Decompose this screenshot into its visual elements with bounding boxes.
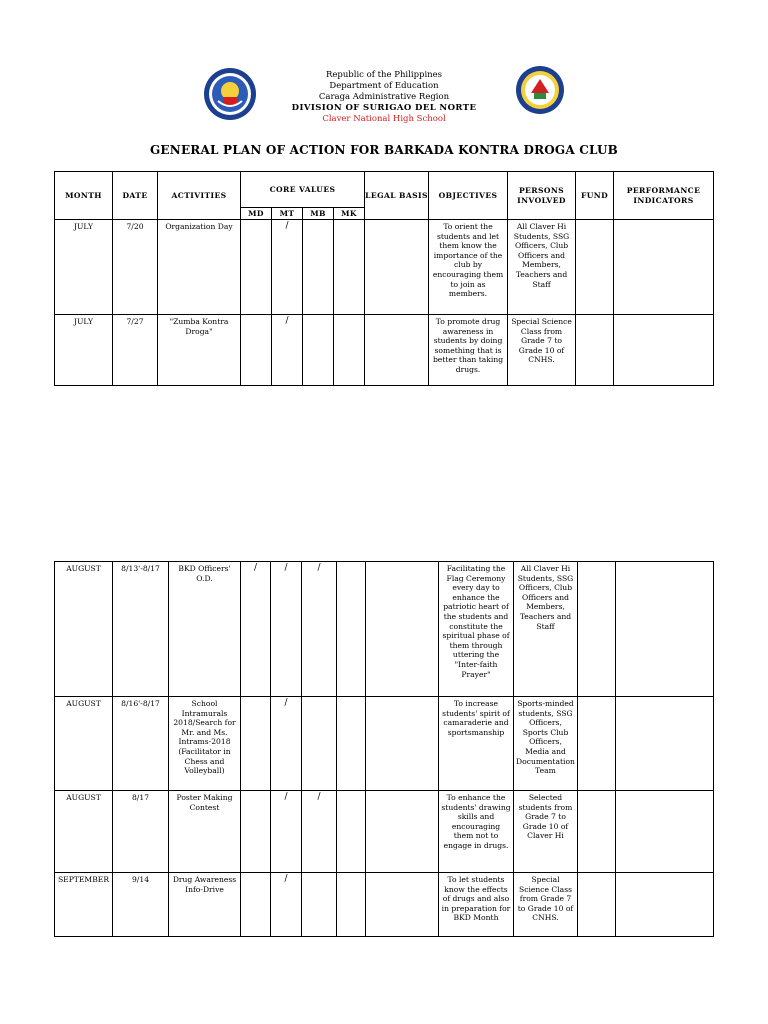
plan-table-2 — [54, 561, 714, 937]
table-row — [55, 562, 714, 697]
header-md: MD — [241, 208, 272, 220]
letterhead — [230, 70, 538, 125]
cell-mt: / — [271, 697, 302, 791]
cell-mb — [303, 315, 334, 386]
cell-md — [241, 220, 272, 315]
cell-fund — [578, 562, 616, 697]
letterhead-department: Department of Education — [329, 81, 439, 91]
cell-mt: / — [272, 220, 303, 315]
table-row — [55, 220, 714, 315]
cell-mt: / — [271, 791, 302, 873]
cell-legal — [366, 697, 439, 791]
cell-objective: To enhance the students' drawing skills and encouraging them not to engage in drugs. — [439, 791, 514, 873]
cell-mk — [337, 562, 366, 697]
letterhead-division: DIVISION OF SURIGAO DEL NORTE — [291, 103, 477, 113]
cell-md: / — [241, 562, 271, 697]
cell-date: 7/20 — [113, 220, 158, 315]
header-mb: MB — [303, 208, 334, 220]
cell-legal — [366, 873, 439, 937]
cell-objective: Facilitating the Flag Ceremony every day to enhance the patriotic heart of the students and constitute the spiritual phase of them through uttering the "Inter-faith Prayer" — [439, 562, 514, 697]
cell-activity: Drug Awareness Info-Drive — [169, 873, 241, 937]
cell-persons: Selected students from Grade 7 to Grade 10 of Claver Hi — [514, 791, 578, 873]
cell-date: 8/17 — [113, 791, 169, 873]
cell-activity: Organization Day — [158, 220, 241, 315]
cell-month: AUGUST — [55, 562, 113, 697]
cell-date: 7/27 — [113, 315, 158, 386]
letterhead-republic: Republic of the Philippines — [325, 70, 443, 80]
cell-mk — [337, 873, 366, 937]
table-row — [55, 315, 714, 386]
cell-activity: BKD Officers' O.D. — [169, 562, 241, 697]
cell-indicators — [616, 697, 714, 791]
table-row — [55, 873, 714, 937]
cell-mb: / — [302, 562, 337, 697]
cell-mt: / — [271, 562, 302, 697]
header-objectives: OBJECTIVES — [429, 172, 508, 220]
cell-mk — [337, 791, 366, 873]
cell-fund — [578, 697, 616, 791]
cell-fund — [578, 873, 616, 937]
cell-persons: Special Science Class from Grade 7 to Grade 10 of CNHS. — [508, 315, 576, 386]
cell-md — [241, 873, 271, 937]
cell-date: 8/13'-8/17 — [113, 562, 169, 697]
cell-indicators — [616, 873, 714, 937]
header-date: DATE — [113, 172, 158, 220]
header-performance-indicators: PERFORMANCE INDICATORS — [614, 172, 714, 220]
header-mk: MK — [334, 208, 365, 220]
cell-mb — [302, 873, 337, 937]
cell-date: 8/16'-8/17 — [113, 697, 169, 791]
cell-month: JULY — [55, 315, 113, 386]
cell-fund — [576, 315, 614, 386]
cell-persons: All Claver Hi Students, SSG Officers, Club Officers and Members, Teachers and Staff — [508, 220, 576, 315]
cell-objective: To promote drug awareness in students by doing something that is better than taking drugs. — [429, 315, 508, 386]
cell-objective: To orient the students and let them know the importance of the club by encouraging them to join as members. — [429, 220, 508, 315]
cell-month: JULY — [55, 220, 113, 315]
cell-date: 9/14 — [113, 873, 169, 937]
cell-legal — [365, 315, 429, 386]
cell-indicators — [616, 791, 714, 873]
cell-mb — [303, 220, 334, 315]
cell-mk — [334, 315, 365, 386]
header-month: MONTH — [55, 172, 113, 220]
table-row — [55, 697, 714, 791]
cell-indicators — [614, 315, 714, 386]
header-core-values: CORE VALUES — [241, 172, 365, 208]
cell-activity: "Zumba Kontra Droga" — [158, 315, 241, 386]
plan-table-1 — [54, 171, 714, 386]
cell-fund — [576, 220, 614, 315]
header-mt: MT — [272, 208, 303, 220]
letterhead-region: Caraga Administrative Region — [318, 92, 450, 102]
cell-objective: To increase students' spirit of camaraderie and sportsmanship — [439, 697, 514, 791]
cell-persons: Sports-minded students, SSG Officers, Sports Club Officers, Media and Documentation Team — [514, 697, 578, 791]
cell-objective: To let students know the effects of drugs and also in preparation for BKD Month — [439, 873, 514, 937]
cell-indicators — [616, 562, 714, 697]
cell-mt: / — [272, 315, 303, 386]
cell-persons: Special Science Class from Grade 7 to Grade 10 of CNHS. — [514, 873, 578, 937]
cell-activity: School Intramurals 2018/Search for Mr. and Ms. Intrams-2018 (Facilitator in Chess and Volleyball) — [169, 697, 241, 791]
cell-md — [241, 315, 272, 386]
cell-md — [241, 697, 271, 791]
cell-fund — [578, 791, 616, 873]
table-row — [55, 791, 714, 873]
cell-mk — [334, 220, 365, 315]
header-activities: ACTIVITIES — [158, 172, 241, 220]
letterhead-school: Claver National High School — [322, 114, 446, 124]
cell-indicators — [614, 220, 714, 315]
document-title: GENERAL PLAN OF ACTION FOR BARKADA KONTRA DROGA CLUB — [149, 143, 618, 157]
header-legal-basis: LEGAL BASIS — [365, 172, 429, 220]
cell-activity: Poster Making Contest — [169, 791, 241, 873]
cell-legal — [366, 791, 439, 873]
cell-legal — [366, 562, 439, 697]
cell-month: AUGUST — [55, 791, 113, 873]
cell-mb — [302, 697, 337, 791]
header-persons-involved: PERSONS INVOLVED — [508, 172, 576, 220]
cell-legal — [365, 220, 429, 315]
cell-mk — [337, 697, 366, 791]
cell-mt: / — [271, 873, 302, 937]
cell-month: AUGUST — [55, 697, 113, 791]
cell-mb: / — [302, 791, 337, 873]
cell-persons: All Claver Hi Students, SSG Officers, Club Officers and Members, Teachers and Staff — [514, 562, 578, 697]
header-fund: FUND — [576, 172, 614, 220]
cell-month: SEPTEMBER — [55, 873, 113, 937]
cell-md — [241, 791, 271, 873]
